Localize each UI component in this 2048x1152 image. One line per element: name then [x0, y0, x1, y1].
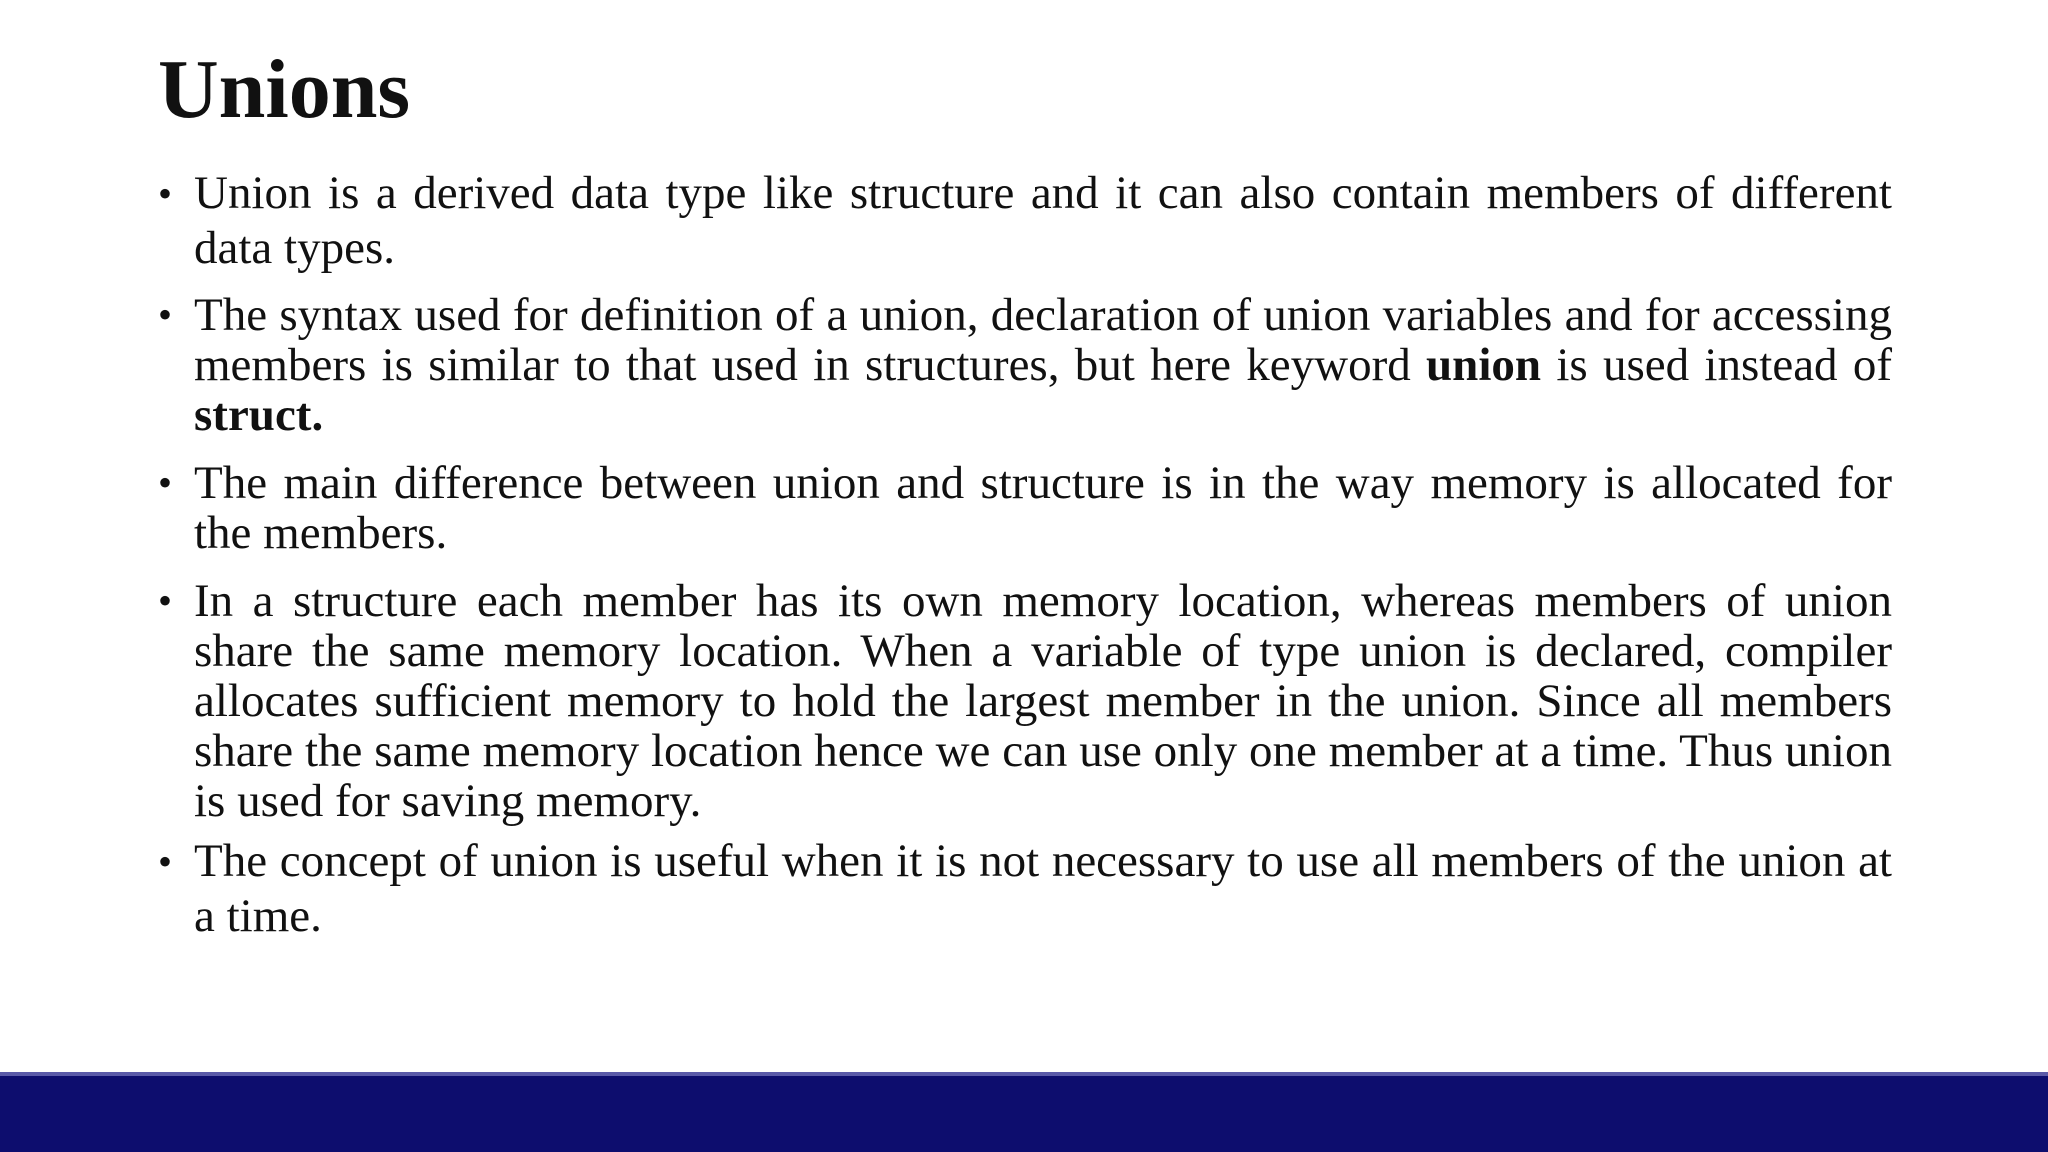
bullet-text: The syntax used for definition of a union, declaration of union variables and for accessing members is similar to that used in structures, but here keyword: [194, 289, 1892, 391]
bullet-text: The concept of union is useful when it is not necessary to use all members of the union at a time.: [194, 835, 1892, 942]
footer-bar: [0, 1076, 2048, 1152]
bullet-dot: •: [158, 578, 173, 623]
slide-title: Unions: [158, 43, 411, 136]
bullet-list: [158, 166, 1892, 944]
bullet-dot: •: [158, 460, 173, 505]
bullet-dot: •: [158, 292, 173, 337]
bullet-text: Union is a derived data type like structure and it can also contain members of different data types.: [194, 167, 1892, 274]
bullet-item: [158, 290, 1892, 440]
bullet-dot: •: [158, 839, 173, 884]
bullet-text: The main difference between union and structure is in the way memory is allocated for the members.: [194, 457, 1892, 559]
bullet-item: [158, 458, 1892, 558]
bullet-text: is used instead of: [1541, 339, 1893, 391]
keyword-union: union: [1426, 339, 1542, 391]
bullet-text: In a structure each member has its own memory location, whereas members of union share the same memory location. When a variable of type union is declared, compiler allocates sufficient memory to hold the largest member in the union. Since all members share the same memory location hence we can use only one member at a time. Thus union is used for saving memory.: [194, 575, 1892, 827]
bullet-dot: •: [158, 171, 173, 216]
bullet-item: [158, 166, 1892, 276]
bullet-item: [158, 576, 1892, 826]
bullet-item: [158, 834, 1892, 944]
keyword-struct: struct.: [194, 389, 324, 441]
